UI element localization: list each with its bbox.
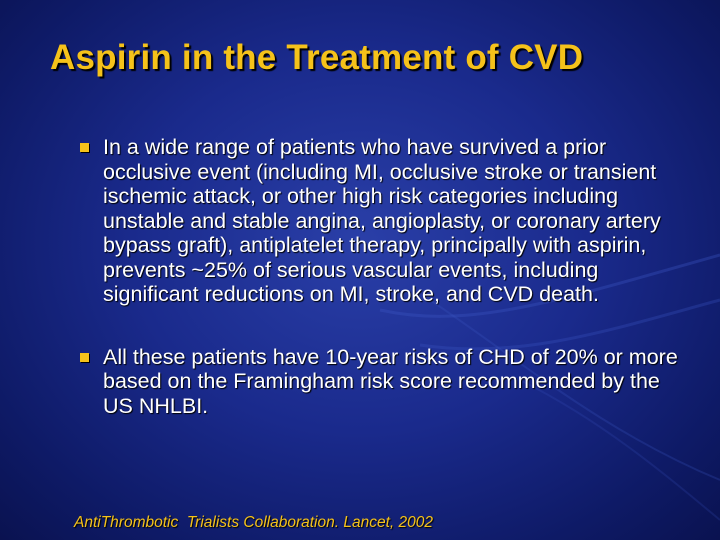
bullet-text: All these patients have 10-year risks of CHD of 20% or more based on the Framingham risk score recommended by the US NHLBI.	[103, 344, 678, 418]
bullet-square-icon	[80, 143, 89, 152]
slide-title: Aspirin in the Treatment of CVD	[50, 38, 584, 77]
bullet-square-icon	[80, 353, 89, 362]
bullet-item	[78, 345, 678, 419]
bullet-item	[78, 135, 678, 307]
citation: AntiThrombotic Trialists Collaboration. Lancet, 2002	[74, 514, 433, 531]
bullet-text: In a wide range of patients who have survived a prior occlusive event (including MI, occlusive stroke or transient ischemic attack, or other high risk categories including unstable and stable angina, angioplasty, or coronary artery bypass graft), antiplatelet therapy, principally with aspirin, prevents ~25% of serious vascular events, including significant reductions on MI, stroke, and CVD death.	[103, 135, 661, 306]
bullet-list	[78, 135, 678, 418]
